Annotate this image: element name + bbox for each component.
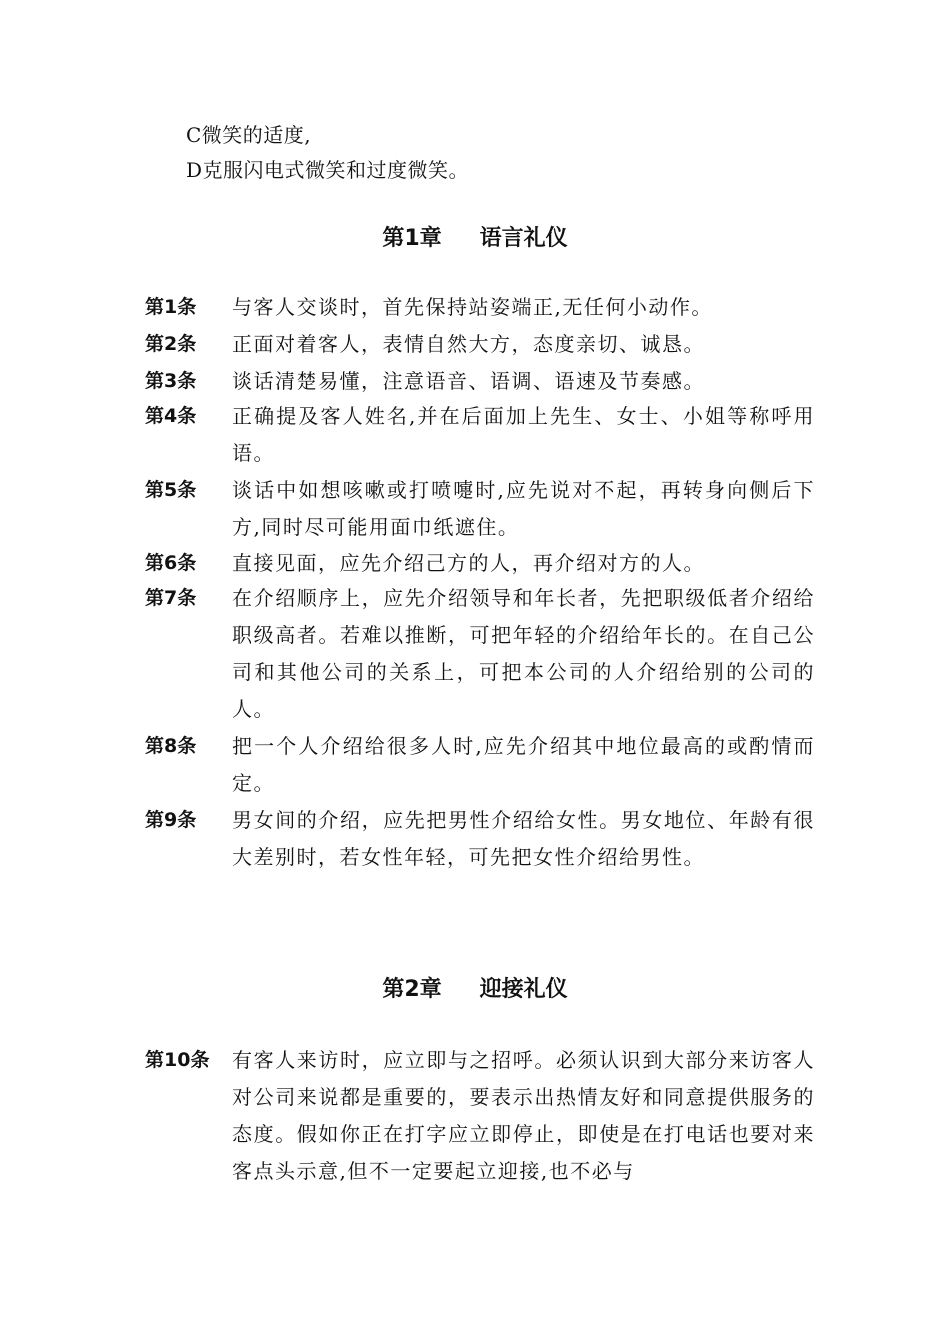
- chapter-heading-1: [0, 224, 950, 254]
- article-8: [145, 728, 815, 802]
- article-text: 有客人来访时，应立即与之招呼。必须认识到大部分来访客人对公司来说都是重要的，要表示出热情友好和同意提供服务的态度。假如你正在打字应立即停止，即使是在打电话也要对来客点头示意,但不一定要起立迎接,也不必与: [232, 1048, 815, 1183]
- article-1: [145, 289, 815, 326]
- article-text: 谈话清楚易懂，注意语音、语调、语速及节奏感。: [232, 369, 705, 393]
- chapter-title: 语言礼仪: [479, 226, 568, 251]
- article-3: [145, 363, 815, 400]
- intro-item-c: C微笑的适度,: [186, 123, 312, 147]
- article-text: 把一个人介绍给很多人时,应先介绍其中地位最高的或酌情而定。: [232, 734, 815, 795]
- article-text: 直接见面，应先介绍己方的人，再介绍对方的人。: [232, 551, 705, 575]
- article-number: 第9条: [145, 809, 197, 831]
- article-number: 第8条: [145, 735, 197, 757]
- article-number: 第10条: [145, 1049, 210, 1071]
- chapter-heading-2: [0, 975, 950, 1005]
- article-9: [145, 802, 815, 876]
- chapter-title: 迎接礼仪: [479, 977, 568, 1002]
- article-2: [145, 326, 815, 363]
- article-text: 男女间的介绍，应先把男性介绍给女性。男女地位、年龄有很大差别时，若女性年轻，可先把女性介绍给男性。: [232, 808, 815, 869]
- chapter-number: 第2章: [382, 977, 442, 1002]
- article-6: [145, 545, 815, 582]
- article-text: 谈话中如想咳嗽或打喷嚏时,应先说对不起，再转身向侧后下方,同时尽可能用面巾纸遮住。: [232, 478, 815, 539]
- article-7: [145, 580, 815, 728]
- article-5: [145, 472, 815, 546]
- article-10: [145, 1042, 815, 1190]
- article-text: 正确提及客人姓名,并在后面加上先生、女士、小姐等称呼用语。: [232, 404, 815, 465]
- article-number: 第4条: [145, 405, 197, 427]
- article-number: 第6条: [145, 552, 197, 574]
- article-number: 第5条: [145, 479, 197, 501]
- article-text: 在介绍顺序上，应先介绍领导和年长者，先把职级低者介绍给职级高者。若难以推断，可把年轻的介绍给年长的。在自己公司和其他公司的关系上，可把本公司的人介绍给别的公司的人。: [232, 586, 815, 721]
- intro-item-d: D克服闪电式微笑和过度微笑。: [186, 158, 470, 182]
- chapter-number: 第1章: [382, 226, 442, 251]
- article-number: 第3条: [145, 370, 197, 392]
- article-4: [145, 398, 815, 472]
- article-number: 第7条: [145, 587, 197, 609]
- article-text: 正面对着客人，表情自然大方，态度亲切、诚恳。: [232, 332, 705, 356]
- article-text: 与客人交谈时，首先保持站姿端正,无任何小动作。: [232, 295, 713, 319]
- article-number: 第2条: [145, 333, 197, 355]
- article-number: 第1条: [145, 296, 197, 318]
